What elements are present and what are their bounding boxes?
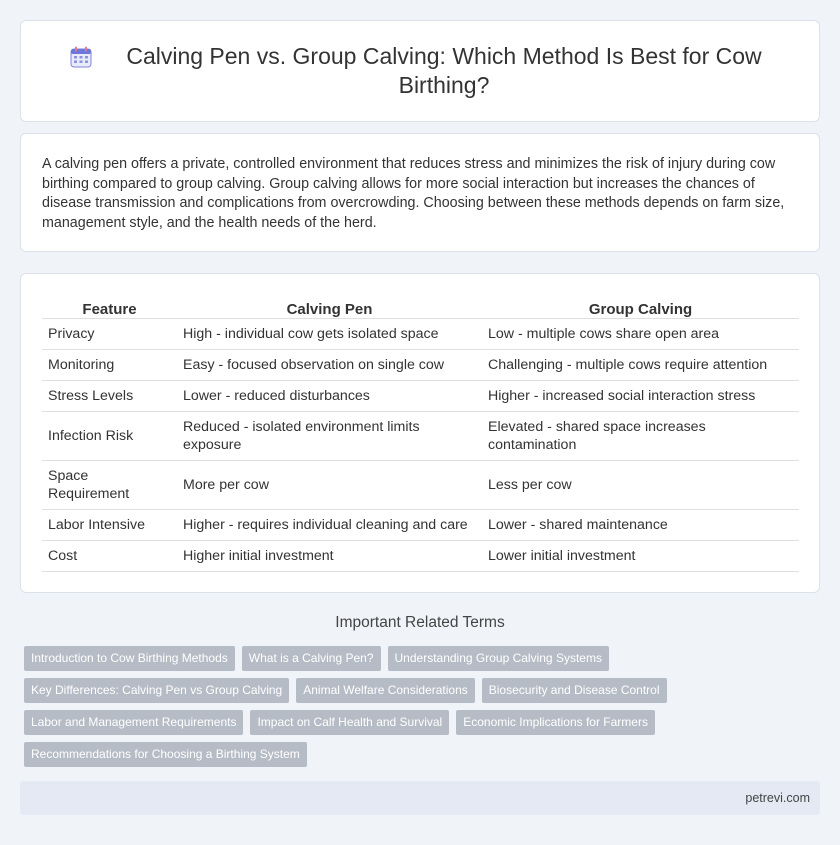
page-title: Calving Pen vs. Group Calving: Which Method Is Best for Cow Birthing? [126, 43, 762, 98]
table-cell: Cost [42, 540, 177, 571]
table-row [42, 318, 799, 349]
related-term-tag[interactable]: Recommendations for Choosing a Birthing System [24, 742, 307, 767]
table-row [42, 380, 799, 411]
table-cell: Lower initial investment [482, 540, 799, 571]
table-cell: Low - multiple cows share open area [482, 318, 799, 349]
table-cell: Lower - reduced disturbances [177, 380, 482, 411]
table-cell: Less per cow [482, 460, 799, 509]
calendar-icon [70, 46, 92, 68]
related-term-tag[interactable]: Understanding Group Calving Systems [388, 646, 609, 671]
table-cell: Monitoring [42, 349, 177, 380]
table-row [42, 509, 799, 540]
related-term-tag[interactable]: Economic Implications for Farmers [456, 710, 655, 735]
table-cell: Infection Risk [42, 411, 177, 460]
comparison-card [20, 273, 820, 593]
tag-row [24, 742, 824, 774]
tag-row [24, 710, 824, 742]
table-cell: Privacy [42, 318, 177, 349]
table-cell: Stress Levels [42, 380, 177, 411]
table-cell: Reduced - isolated environment limits exposure [177, 411, 482, 460]
related-term-tag[interactable]: Impact on Calf Health and Survival [250, 710, 449, 735]
table-cell: Elevated - shared space increases contamination [482, 411, 799, 460]
tag-row [24, 678, 824, 710]
column-header: Calving Pen [286, 300, 373, 318]
related-term-tag[interactable]: Introduction to Cow Birthing Methods [24, 646, 235, 671]
related-term-tag[interactable]: What is a Calving Pen? [242, 646, 381, 671]
related-term-tag[interactable]: Animal Welfare Considerations [296, 678, 475, 703]
intro-card [20, 133, 820, 252]
footer [20, 781, 820, 815]
related-term-tag[interactable]: Labor and Management Requirements [24, 710, 243, 735]
table-cell: Space Requirement [42, 460, 177, 509]
header-card [20, 20, 820, 122]
table-row [42, 460, 799, 509]
site-link[interactable]: petrevi.com [745, 791, 810, 805]
table-row [42, 540, 799, 571]
table-cell: Easy - focused observation on single cow [177, 349, 482, 380]
tag-row [24, 646, 824, 678]
comparison-table [42, 296, 799, 572]
related-term-tag[interactable]: Biosecurity and Disease Control [482, 678, 667, 703]
column-header: Feature [82, 300, 137, 318]
table-cell: Labor Intensive [42, 509, 177, 540]
table-cell: Higher - increased social interaction stress [482, 380, 799, 411]
table-cell: Higher - requires individual cleaning and care [177, 509, 482, 540]
table-row [42, 349, 799, 380]
table-cell: Challenging - multiple cows require attention [482, 349, 799, 380]
related-terms-heading: Important Related Terms [335, 614, 505, 631]
table-cell: Higher initial investment [177, 540, 482, 571]
intro-paragraph: A calving pen offers a private, controlled environment that reduces stress and minimizes the risk of injury during cow birthing compared to group calving. Group calving allows for more social interaction but increases the chances of disease transmission and complications from overcrowding. Choosing between these methods depends on farm size, management style, and the health needs of the herd. [42, 156, 785, 231]
related-term-tag[interactable]: Key Differences: Calving Pen vs Group Calving [24, 678, 289, 703]
table-row [42, 411, 799, 460]
table-cell: More per cow [177, 460, 482, 509]
table-cell: High - individual cow gets isolated space [177, 318, 482, 349]
table-cell: Lower - shared maintenance [482, 509, 799, 540]
table-header-row [42, 296, 799, 318]
column-header: Group Calving [588, 300, 693, 318]
related-terms-list [24, 646, 824, 774]
